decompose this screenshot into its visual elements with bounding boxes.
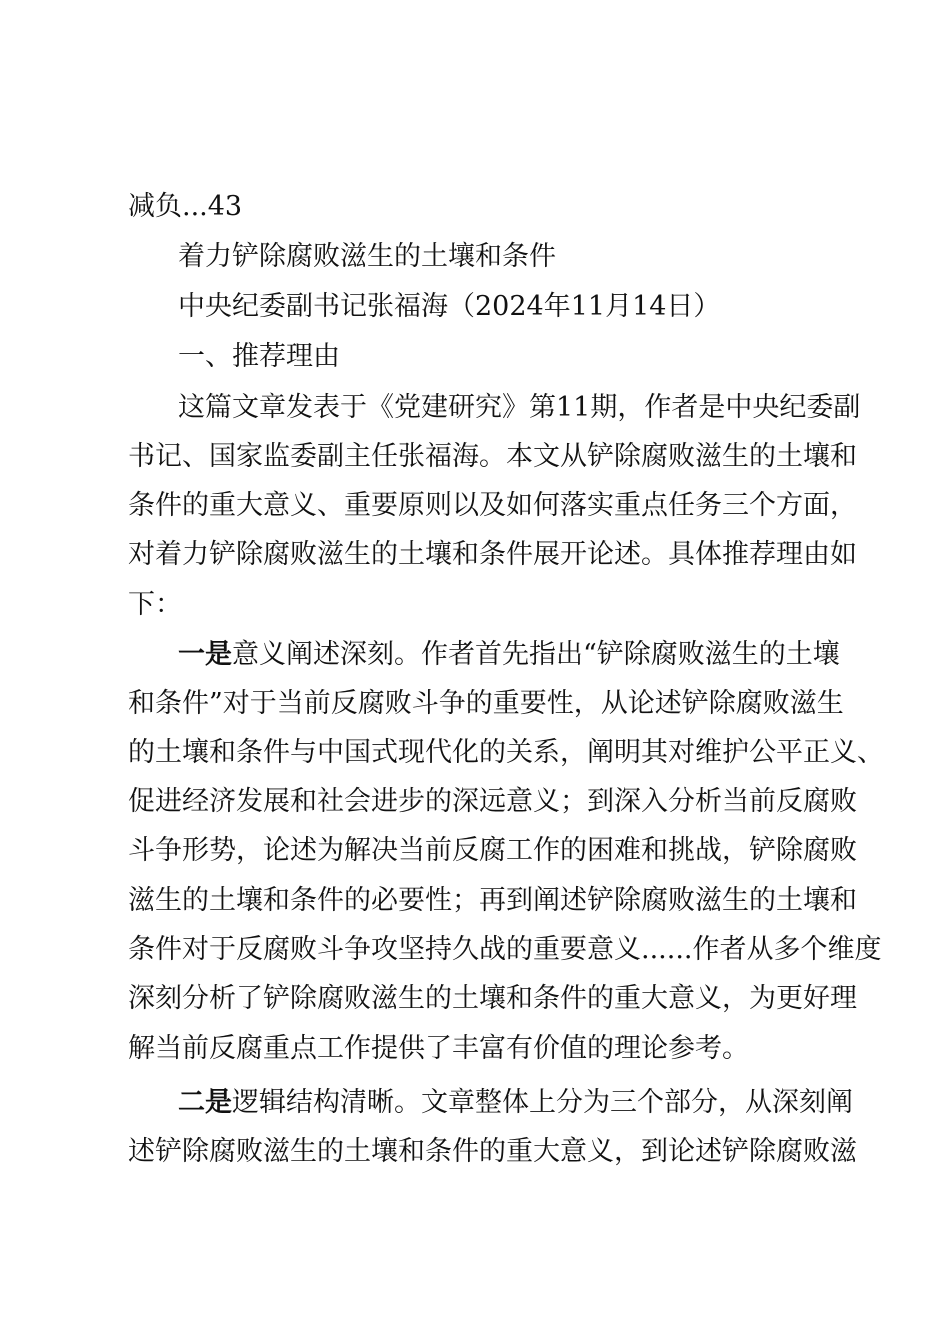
- para2-lead: 一是: [178, 639, 232, 670]
- toc-tail-line: 减负...43: [128, 191, 243, 222]
- para2-first-rest: 意义阐述深刻。作者首先指出“铲除腐败滋生的土壤: [232, 639, 840, 670]
- para2-line-9: 解当前反腐重点工作提供了丰富有价值的理论参考。: [128, 1033, 749, 1064]
- para2-line-5: 斗争形势，论述为解决当前反腐工作的困难和挑战，铲除腐败: [128, 835, 857, 866]
- para2-line-3: 的土壤和条件与中国式现代化的关系，阐明其对维护公平正义、: [128, 737, 884, 768]
- para2-first-line: [178, 630, 840, 680]
- para2-line-2: 和条件”对于当前反腐败斗争的重要性，从论述铲除腐败滋生: [128, 688, 844, 719]
- para3-first-rest: 逻辑结构清晰。文章整体上分为三个部分，从深刻阐: [232, 1087, 853, 1118]
- para2-line-6: 滋生的土壤和条件的必要性；再到阐述铲除腐败滋生的土壤和: [128, 885, 857, 916]
- para3-line-2: 述铲除腐败滋生的土壤和条件的重大意义，到论述铲除腐败滋: [128, 1136, 857, 1167]
- para1-line-3: 条件的重大意义、重要原则以及如何落实重点任务三个方面，: [128, 490, 857, 521]
- para1-line-4: 对着力铲除腐败滋生的土壤和条件展开论述。具体推荐理由如: [128, 539, 857, 570]
- article-title: 着力铲除腐败滋生的土壤和条件: [178, 241, 556, 272]
- byline: 中央纪委副书记张福海（2024年11月14日）: [178, 291, 721, 322]
- para1-line-5: 下：: [128, 589, 182, 620]
- para3-lead: 二是: [178, 1087, 232, 1118]
- para2-line-4: 促进经济发展和社会进步的深远意义；到深入分析当前反腐败: [128, 786, 857, 817]
- para1-line-2: 书记、国家监委副主任张福海。本文从铲除腐败滋生的土壤和: [128, 441, 857, 472]
- para3-first-line: [178, 1078, 853, 1128]
- para2-line-8: 深刻分析了铲除腐败滋生的土壤和条件的重大意义，为更好理: [128, 983, 857, 1014]
- para2-line-7: 条件对于反腐败斗争攻坚持久战的重要意义......作者从多个维度: [128, 934, 882, 965]
- para1-line-1: 这篇文章发表于《党建研究》第11期，作者是中央纪委副: [178, 392, 861, 423]
- section-heading: 一、推荐理由: [178, 341, 340, 372]
